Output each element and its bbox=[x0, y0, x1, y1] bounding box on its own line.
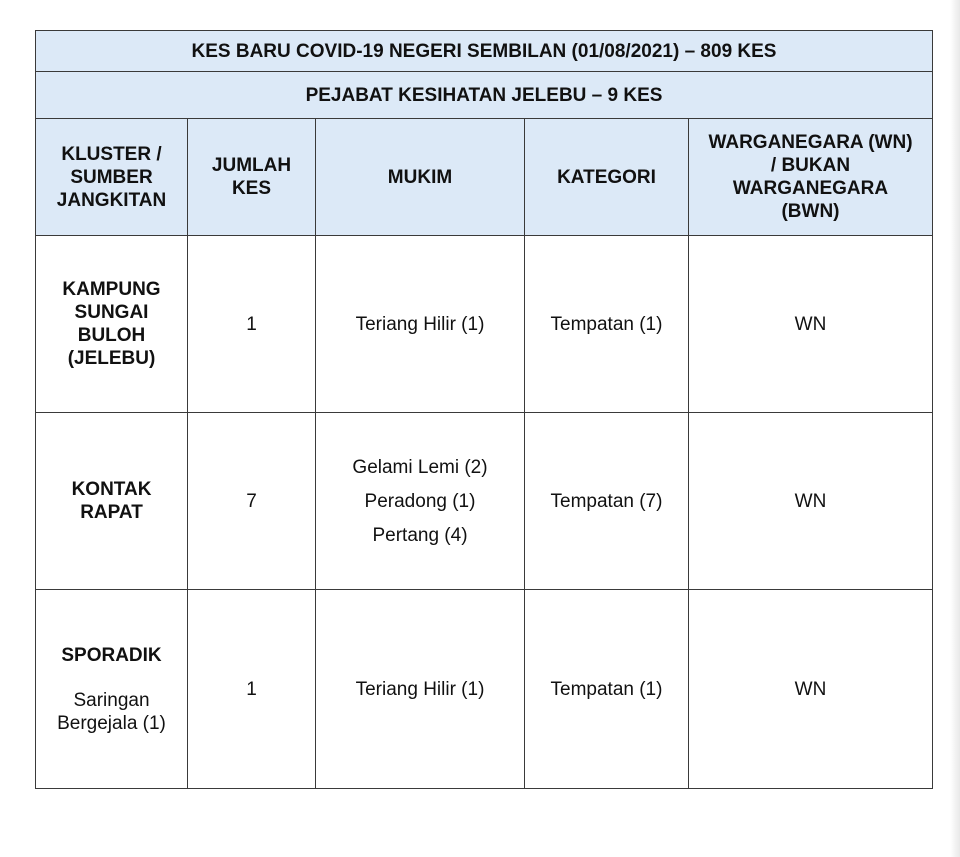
table-subtitle-row bbox=[36, 72, 933, 119]
kluster-line: RAPAT bbox=[80, 502, 143, 523]
header-kategori: KATEGORI bbox=[525, 119, 689, 236]
kluster-sub-line: Saringan bbox=[73, 689, 150, 711]
header-kluster-line: JANGKITAN bbox=[56, 189, 167, 211]
header-kluster-line: KLUSTER / bbox=[61, 143, 162, 165]
cell-mukim bbox=[316, 236, 525, 413]
cell-kluster bbox=[36, 236, 188, 413]
cell-mukim bbox=[316, 590, 525, 789]
table-title-row bbox=[36, 31, 933, 72]
cell-wn: WN bbox=[689, 590, 933, 789]
page-edge-shadow bbox=[950, 0, 960, 857]
cell-kategori: Tempatan (7) bbox=[525, 413, 689, 590]
cell-wn: WN bbox=[689, 236, 933, 413]
kluster-line: (JELEBU) bbox=[67, 348, 156, 369]
kluster-line: KAMPUNG bbox=[62, 279, 161, 300]
header-kluster bbox=[36, 119, 188, 236]
table-subtitle: PEJABAT KESIHATAN JELEBU – 9 KES bbox=[36, 72, 933, 119]
kluster-line: BULOH bbox=[77, 325, 146, 346]
header-wn-line: (BWN) bbox=[781, 201, 840, 222]
cell-wn: WN bbox=[689, 413, 933, 590]
mukim-line: Teriang Hilir (1) bbox=[355, 678, 485, 700]
covid-cases-table bbox=[35, 30, 933, 789]
cell-kategori: Tempatan (1) bbox=[525, 236, 689, 413]
cell-kategori: Tempatan (1) bbox=[525, 590, 689, 789]
cell-jumlah: 1 bbox=[188, 590, 316, 789]
header-wn-line: / BUKAN bbox=[770, 155, 851, 176]
cell-kluster bbox=[36, 590, 188, 789]
kluster-sub-line: Bergejala (1) bbox=[57, 712, 166, 734]
kluster-line: KONTAK bbox=[71, 479, 152, 500]
header-wn bbox=[689, 119, 933, 236]
kluster-line: SUNGAI bbox=[74, 302, 149, 323]
header-jumlah-line: KES bbox=[231, 178, 272, 199]
kluster-title: SPORADIK bbox=[61, 644, 162, 666]
cell-kluster bbox=[36, 413, 188, 590]
mukim-line: Pertang (4) bbox=[372, 524, 468, 546]
header-jumlah bbox=[188, 119, 316, 236]
cell-mukim bbox=[316, 413, 525, 590]
header-row bbox=[36, 119, 933, 236]
header-wn-line: WARGANEGARA bbox=[732, 178, 889, 199]
header-mukim: MUKIM bbox=[316, 119, 525, 236]
cell-jumlah: 7 bbox=[188, 413, 316, 590]
header-kluster-line: SUMBER bbox=[70, 166, 153, 188]
mukim-line: Peradong (1) bbox=[364, 490, 476, 512]
table-row bbox=[36, 236, 933, 413]
cell-jumlah: 1 bbox=[188, 236, 316, 413]
mukim-line: Gelami Lemi (2) bbox=[352, 456, 488, 478]
table-row bbox=[36, 590, 933, 789]
header-jumlah-line: JUMLAH bbox=[211, 155, 292, 176]
mukim-line: Teriang Hilir (1) bbox=[355, 313, 485, 335]
header-wn-line: WARGANEGARA (WN) bbox=[708, 132, 913, 153]
table-title: KES BARU COVID-19 NEGERI SEMBILAN (01/08/2021) – 809 KES bbox=[36, 31, 933, 72]
table-row bbox=[36, 413, 933, 590]
